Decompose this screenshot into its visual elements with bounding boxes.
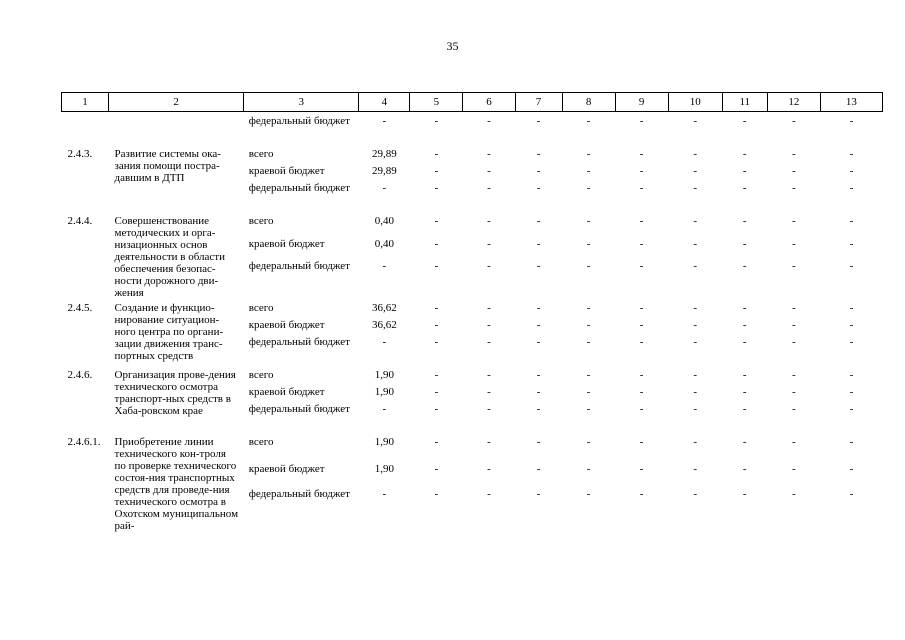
funding-source: краевой бюджет (248, 165, 325, 177)
item-name: Создание и функцио-нирование ситуацион-ного центра по органи-зации движения транс-портных средств (114, 302, 224, 362)
empty-value-dash: - (639, 403, 644, 415)
empty-value-dash: - (742, 336, 747, 348)
column-header: 12 (767, 93, 820, 112)
empty-value-dash: - (849, 302, 854, 314)
empty-value-dash: - (639, 115, 644, 127)
empty-value-dash: - (742, 436, 747, 448)
column-header: 4 (359, 93, 410, 112)
item-name: Развитие системы ока-зания помощи постра-давшим в ДТП (114, 148, 221, 184)
empty-value-dash: - (434, 319, 439, 331)
table-body (62, 112, 883, 533)
amount-value: 0,40 (374, 215, 394, 227)
empty-value-dash: - (487, 148, 491, 160)
empty-value-dash: - (693, 319, 698, 331)
empty-value-dash: - (693, 237, 698, 250)
empty-value-dash: - (586, 487, 591, 500)
empty-value-dash: - (791, 302, 796, 314)
empty-value-dash: - (639, 182, 644, 194)
empty-value-dash: - (693, 115, 698, 127)
empty-value-dash: - (693, 436, 698, 448)
empty-value-dash: - (586, 215, 591, 227)
empty-value-dash: - (434, 215, 439, 227)
empty-value-dash: - (487, 462, 491, 475)
empty-value-dash: - (639, 215, 644, 227)
funding-source: всего (248, 302, 274, 314)
empty-value-dash: - (487, 487, 491, 500)
empty-value-dash: - (791, 182, 796, 194)
empty-value-dash: - (639, 302, 644, 314)
empty-value-dash: - (791, 319, 796, 331)
amount-value: 36,62 (371, 302, 397, 314)
empty-value-dash: - (487, 319, 491, 331)
empty-value-dash: - (434, 436, 439, 448)
empty-value-dash: - (434, 369, 439, 381)
empty-value-dash: - (536, 462, 541, 475)
funding-source: краевой бюджет (248, 237, 325, 250)
amount-value: - (382, 403, 387, 415)
empty-value-dash: - (742, 260, 747, 273)
empty-value-dash: - (849, 182, 854, 194)
empty-value-dash: - (536, 260, 541, 273)
column-header: 7 (515, 93, 562, 112)
empty-value-dash: - (693, 215, 698, 227)
item-number: 2.4.3. (67, 148, 93, 160)
empty-value-dash: - (586, 237, 591, 250)
empty-value-dash: - (849, 215, 854, 227)
funding-source: краевой бюджет (248, 319, 325, 331)
amount-value: 1,90 (374, 369, 394, 381)
empty-value-dash: - (434, 487, 439, 500)
empty-value-dash: - (791, 462, 796, 475)
column-header: 8 (562, 93, 615, 112)
empty-value-dash: - (487, 436, 491, 448)
column-header: 10 (668, 93, 722, 112)
column-header: 13 (820, 93, 882, 112)
empty-value-dash: - (639, 237, 644, 250)
column-header: 6 (463, 93, 515, 112)
empty-value-dash: - (536, 302, 541, 314)
empty-value-dash: - (536, 165, 541, 177)
column-header: 2 (109, 93, 244, 112)
empty-value-dash: - (536, 237, 541, 250)
empty-value-dash: - (639, 386, 644, 398)
empty-value-dash: - (791, 336, 796, 348)
empty-value-dash: - (487, 165, 491, 177)
empty-value-dash: - (586, 369, 591, 381)
empty-value-dash: - (849, 260, 854, 273)
funding-source: федеральный бюджет (248, 182, 350, 194)
empty-value-dash: - (849, 369, 854, 381)
funding-source: федеральный бюджет (248, 403, 350, 415)
empty-value-dash: - (791, 403, 796, 415)
empty-value-dash: - (849, 237, 854, 250)
empty-value-dash: - (487, 182, 491, 194)
table-row (62, 433, 883, 463)
empty-value-dash: - (693, 165, 698, 177)
empty-value-dash: - (742, 386, 747, 398)
empty-value-dash: - (693, 336, 698, 348)
empty-value-dash: - (536, 386, 541, 398)
empty-value-dash: - (791, 165, 796, 177)
empty-value-dash: - (639, 165, 644, 177)
amount-value: - (382, 487, 387, 500)
item-number (62, 112, 109, 146)
table-row (62, 112, 883, 146)
funding-source: всего (248, 148, 274, 160)
empty-value-dash: - (487, 302, 491, 314)
empty-value-dash: - (742, 319, 747, 331)
column-header: 9 (615, 93, 668, 112)
empty-value-dash: - (434, 336, 439, 348)
empty-value-dash: - (586, 182, 591, 194)
empty-value-dash: - (434, 302, 439, 314)
empty-value-dash: - (434, 462, 439, 475)
empty-value-dash: - (434, 148, 439, 160)
amount-value: 1,90 (374, 386, 394, 398)
empty-value-dash: - (487, 336, 491, 348)
amount-value: - (382, 182, 387, 194)
empty-value-dash: - (536, 215, 541, 227)
empty-value-dash: - (487, 403, 491, 415)
item-name: Приобретение линии технического кон-троля по проверке технического состоя-ния транспортных средств для проведе-ния технического осмотра в Охотском муниципальном рай- (114, 436, 239, 532)
empty-value-dash: - (487, 386, 491, 398)
column-header: 1 (62, 93, 109, 112)
empty-value-dash: - (791, 215, 796, 227)
amount-value: 36,62 (371, 319, 397, 331)
empty-value-dash: - (639, 487, 644, 500)
funding-source: федеральный бюджет (248, 115, 350, 127)
empty-value-dash: - (849, 319, 854, 331)
empty-value-dash: - (434, 165, 439, 177)
empty-value-dash: - (434, 115, 439, 127)
empty-value-dash: - (536, 487, 541, 500)
page-number: 35 (446, 39, 459, 53)
table-header-row (62, 93, 883, 112)
empty-value-dash: - (586, 260, 591, 273)
empty-value-dash: - (639, 436, 644, 448)
funding-source: федеральный бюджет (248, 260, 350, 273)
empty-value-dash: - (487, 215, 491, 227)
item-name (109, 112, 244, 146)
empty-value-dash: - (536, 336, 541, 348)
table-row (62, 212, 883, 238)
empty-value-dash: - (791, 237, 796, 250)
empty-value-dash: - (639, 148, 644, 160)
amount-value: 1,90 (374, 462, 394, 475)
empty-value-dash: - (536, 436, 541, 448)
item-number: 2.4.5. (67, 302, 93, 314)
amount-value: - (382, 115, 387, 127)
empty-value-dash: - (536, 148, 541, 160)
empty-value-dash: - (849, 386, 854, 398)
empty-value-dash: - (849, 403, 854, 415)
empty-value-dash: - (639, 260, 644, 273)
funding-source: всего (248, 215, 274, 227)
item-number: 2.4.6. (67, 369, 93, 381)
empty-value-dash: - (791, 369, 796, 381)
item-number: 2.4.4. (67, 215, 93, 227)
empty-value-dash: - (791, 487, 796, 500)
column-header: 11 (722, 93, 767, 112)
empty-value-dash: - (536, 369, 541, 381)
item-name: Организация прове-дения технического осмотра транспорт-ных средств в Хаба-ровском крае (114, 369, 236, 417)
empty-value-dash: - (536, 403, 541, 415)
empty-value-dash: - (586, 386, 591, 398)
empty-value-dash: - (742, 148, 747, 160)
empty-value-dash: - (487, 260, 491, 273)
empty-value-dash: - (849, 148, 854, 160)
amount-value: - (382, 336, 387, 348)
empty-value-dash: - (586, 462, 591, 475)
empty-value-dash: - (791, 436, 796, 448)
empty-value-dash: - (693, 369, 698, 381)
empty-value-dash: - (849, 165, 854, 177)
empty-value-dash: - (536, 319, 541, 331)
funding-source: федеральный бюджет (248, 487, 350, 500)
empty-value-dash: - (693, 260, 698, 273)
empty-value-dash: - (742, 215, 747, 227)
amount-value: 29,89 (371, 165, 397, 177)
empty-value-dash: - (693, 386, 698, 398)
amount-value: 1,90 (374, 436, 394, 448)
empty-value-dash: - (434, 182, 439, 194)
column-header: 5 (410, 93, 463, 112)
empty-value-dash: - (791, 260, 796, 273)
empty-value-dash: - (434, 403, 439, 415)
funding-source: краевой бюджет (248, 386, 325, 398)
empty-value-dash: - (487, 369, 491, 381)
empty-value-dash: - (742, 237, 747, 250)
empty-value-dash: - (693, 462, 698, 475)
empty-value-dash: - (849, 436, 854, 448)
empty-value-dash: - (849, 462, 854, 475)
empty-value-dash: - (536, 115, 541, 127)
empty-value-dash: - (586, 115, 591, 127)
empty-value-dash: - (536, 182, 541, 194)
amount-value: 0,40 (374, 237, 394, 250)
budget-table (61, 92, 883, 532)
table-row (62, 145, 883, 165)
empty-value-dash: - (791, 148, 796, 160)
table-row (62, 299, 883, 319)
empty-value-dash: - (693, 302, 698, 314)
empty-value-dash: - (586, 302, 591, 314)
empty-value-dash: - (849, 336, 854, 348)
amount-value: 29,89 (371, 148, 397, 160)
empty-value-dash: - (693, 403, 698, 415)
funding-source: федеральный бюджет (248, 336, 350, 348)
empty-value-dash: - (586, 148, 591, 160)
empty-value-dash: - (791, 386, 796, 398)
empty-value-dash: - (639, 319, 644, 331)
funding-source: всего (248, 436, 274, 448)
empty-value-dash: - (742, 115, 747, 127)
empty-value-dash: - (586, 403, 591, 415)
funding-source: всего (248, 369, 274, 381)
empty-value-dash: - (639, 369, 644, 381)
empty-value-dash: - (742, 487, 747, 500)
empty-value-dash: - (849, 487, 854, 500)
empty-value-dash: - (487, 115, 491, 127)
empty-value-dash: - (434, 260, 439, 273)
empty-value-dash: - (586, 319, 591, 331)
empty-value-dash: - (742, 403, 747, 415)
empty-value-dash: - (849, 115, 854, 127)
empty-value-dash: - (586, 165, 591, 177)
item-name: Совершенствование методических и орга-низационных основ деятельности в области обеспечения безопас-ности дорожного дви-жения (114, 215, 225, 299)
amount-value: - (382, 260, 387, 273)
empty-value-dash: - (487, 237, 491, 250)
column-header: 3 (244, 93, 359, 112)
empty-value-dash: - (742, 302, 747, 314)
empty-value-dash: - (586, 336, 591, 348)
empty-value-dash: - (742, 369, 747, 381)
empty-value-dash: - (434, 237, 439, 250)
empty-value-dash: - (742, 165, 747, 177)
empty-value-dash: - (639, 336, 644, 348)
empty-value-dash: - (693, 487, 698, 500)
empty-value-dash: - (742, 462, 747, 475)
empty-value-dash: - (586, 436, 591, 448)
table-row (62, 366, 883, 386)
empty-value-dash: - (791, 115, 796, 127)
item-number: 2.4.6.1. (67, 436, 101, 448)
empty-value-dash: - (742, 182, 747, 194)
empty-value-dash: - (639, 462, 644, 475)
empty-value-dash: - (434, 386, 439, 398)
funding-source: краевой бюджет (248, 462, 325, 475)
empty-value-dash: - (693, 148, 698, 160)
empty-value-dash: - (693, 182, 698, 194)
